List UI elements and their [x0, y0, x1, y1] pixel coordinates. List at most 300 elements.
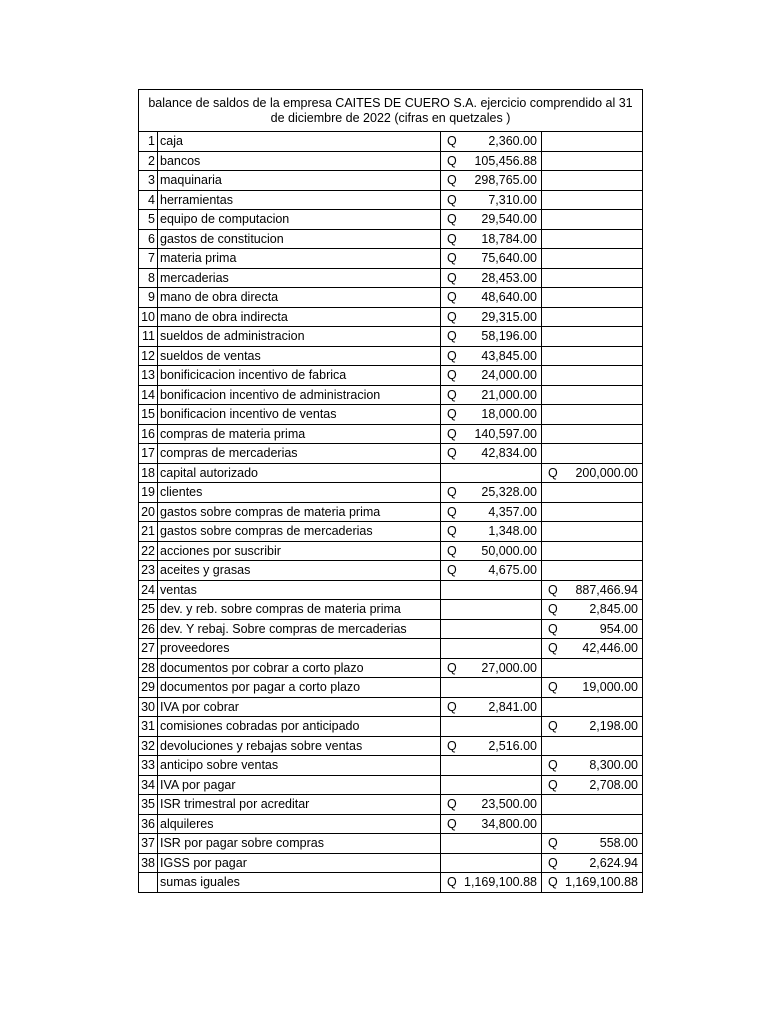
totals-row — [139, 873, 643, 893]
debit-value: 24,000.00 — [481, 368, 537, 383]
account-name: comisiones cobradas por anticipado — [158, 717, 441, 737]
debit-amount — [441, 230, 541, 248]
credit-amount — [542, 756, 642, 774]
table-row — [139, 717, 643, 737]
account-name: dev. Y rebaj. Sobre compras de mercaderias — [158, 619, 441, 639]
debit-amount — [441, 698, 541, 716]
row-number: 3 — [139, 171, 158, 191]
table-row — [139, 580, 643, 600]
table-row — [139, 541, 643, 561]
row-number: 28 — [139, 658, 158, 678]
credit-cell — [542, 444, 643, 464]
credit-amount — [542, 776, 642, 794]
currency-symbol: Q — [447, 134, 457, 149]
credit-cell — [542, 561, 643, 581]
table-row — [139, 366, 643, 386]
row-number: 29 — [139, 678, 158, 698]
debit-amount — [441, 795, 541, 813]
table-row — [139, 249, 643, 269]
account-name: IVA por cobrar — [158, 697, 441, 717]
debit-cell — [441, 580, 542, 600]
debit-value: 18,000.00 — [481, 407, 537, 422]
debit-cell — [441, 444, 542, 464]
currency-symbol: Q — [548, 621, 558, 636]
credit-amount — [542, 717, 642, 735]
row-number: 32 — [139, 736, 158, 756]
account-name: documentos por cobrar a corto plazo — [158, 658, 441, 678]
table-row — [139, 190, 643, 210]
credit-value: 887,466.94 — [575, 582, 638, 597]
currency-symbol: Q — [447, 875, 457, 890]
table-row — [139, 288, 643, 308]
credit-cell — [542, 288, 643, 308]
debit-value: 48,640.00 — [481, 290, 537, 305]
currency-symbol: Q — [548, 602, 558, 617]
credit-cell — [542, 678, 643, 698]
credit-cell — [542, 580, 643, 600]
row-number: 33 — [139, 756, 158, 776]
table-row — [139, 561, 643, 581]
debit-amount — [441, 171, 541, 189]
credit-cell — [542, 151, 643, 171]
credit-cell — [542, 639, 643, 659]
debit-cell — [441, 775, 542, 795]
currency-symbol: Q — [447, 212, 457, 227]
row-number: 13 — [139, 366, 158, 386]
table-row — [139, 405, 643, 425]
debit-amount — [441, 308, 541, 326]
currency-symbol: Q — [447, 407, 457, 422]
account-name: ventas — [158, 580, 441, 600]
row-number: 19 — [139, 483, 158, 503]
account-name: IVA por pagar — [158, 775, 441, 795]
table-row — [139, 346, 643, 366]
debit-value: 18,784.00 — [481, 231, 537, 246]
debit-value: 29,315.00 — [481, 309, 537, 324]
debit-value: 2,360.00 — [488, 134, 537, 149]
debit-amount — [441, 659, 541, 677]
currency-symbol: Q — [447, 543, 457, 558]
debit-amount — [441, 405, 541, 423]
debit-value: 1,348.00 — [488, 524, 537, 539]
credit-cell — [542, 483, 643, 503]
debit-cell — [441, 639, 542, 659]
debit-value: 75,640.00 — [481, 251, 537, 266]
debit-value: 43,845.00 — [481, 348, 537, 363]
currency-symbol: Q — [447, 309, 457, 324]
table-row — [139, 385, 643, 405]
credit-value: 558.00 — [599, 836, 638, 851]
row-number: 12 — [139, 346, 158, 366]
debit-value: 298,765.00 — [474, 173, 537, 188]
credit-value: 2,708.00 — [589, 777, 638, 792]
currency-symbol: Q — [447, 153, 457, 168]
credit-cell — [542, 697, 643, 717]
credit-amount — [542, 620, 642, 638]
credit-value: 200,000.00 — [575, 465, 638, 480]
currency-symbol: Q — [447, 660, 457, 675]
debit-value: 140,597.00 — [474, 426, 537, 441]
account-name: herramientas — [158, 190, 441, 210]
credit-cell — [542, 327, 643, 347]
account-name: mano de obra directa — [158, 288, 441, 308]
currency-symbol: Q — [447, 563, 457, 578]
debit-cell — [441, 424, 542, 444]
currency-symbol: Q — [447, 173, 457, 188]
credit-cell — [542, 756, 643, 776]
currency-symbol: Q — [447, 231, 457, 246]
currency-symbol: Q — [447, 524, 457, 539]
credit-cell — [542, 190, 643, 210]
currency-symbol: Q — [447, 368, 457, 383]
debit-cell — [441, 853, 542, 873]
currency-symbol: Q — [447, 270, 457, 285]
debit-value: 4,357.00 — [488, 504, 537, 519]
table-row — [139, 171, 643, 191]
row-number: 26 — [139, 619, 158, 639]
debit-amount — [441, 288, 541, 306]
account-name: mercaderias — [158, 268, 441, 288]
debit-cell — [441, 658, 542, 678]
debit-amount — [441, 425, 541, 443]
credit-value: 8,300.00 — [589, 758, 638, 773]
currency-symbol: Q — [548, 582, 558, 597]
debit-value: 2,841.00 — [488, 699, 537, 714]
currency-symbol: Q — [548, 641, 558, 656]
currency-symbol: Q — [447, 446, 457, 461]
table-row — [139, 307, 643, 327]
table-row — [139, 678, 643, 698]
credit-cell — [542, 814, 643, 834]
credit-cell — [542, 600, 643, 620]
row-number: 38 — [139, 853, 158, 873]
debit-amount — [441, 366, 541, 384]
debit-cell — [441, 522, 542, 542]
credit-amount — [542, 464, 642, 482]
credit-value: 954.00 — [599, 621, 638, 636]
debit-amount — [441, 561, 541, 579]
debit-cell — [441, 268, 542, 288]
balance-table-body — [139, 90, 643, 893]
debit-cell — [441, 483, 542, 503]
table-row — [139, 327, 643, 347]
table-row — [139, 444, 643, 464]
credit-cell — [542, 522, 643, 542]
credit-cell — [542, 385, 643, 405]
table-row — [139, 522, 643, 542]
credit-cell — [542, 795, 643, 815]
currency-symbol: Q — [548, 836, 558, 851]
row-number: 11 — [139, 327, 158, 347]
debit-amount — [441, 522, 541, 540]
currency-symbol: Q — [447, 251, 457, 266]
account-name: devoluciones y rebajas sobre ventas — [158, 736, 441, 756]
table-row — [139, 834, 643, 854]
debit-amount — [441, 503, 541, 521]
table-row — [139, 483, 643, 503]
credit-amount — [542, 600, 642, 618]
account-name: proveedores — [158, 639, 441, 659]
title-row — [139, 90, 643, 132]
debit-value: 27,000.00 — [481, 660, 537, 675]
currency-symbol: Q — [447, 329, 457, 344]
account-name: IGSS por pagar — [158, 853, 441, 873]
currency-symbol: Q — [548, 875, 558, 890]
account-name: gastos sobre compras de mercaderias — [158, 522, 441, 542]
credit-cell — [542, 268, 643, 288]
row-number: 1 — [139, 132, 158, 152]
account-name: compras de mercaderias — [158, 444, 441, 464]
credit-cell — [542, 463, 643, 483]
debit-value: 21,000.00 — [481, 387, 537, 402]
table-row — [139, 756, 643, 776]
debit-cell — [441, 366, 542, 386]
row-number: 7 — [139, 249, 158, 269]
row-number: 16 — [139, 424, 158, 444]
credit-amount — [542, 854, 642, 872]
account-name: equipo de computacion — [158, 210, 441, 230]
credit-cell — [542, 658, 643, 678]
currency-symbol: Q — [548, 465, 558, 480]
account-name: acciones por suscribir — [158, 541, 441, 561]
account-name: bonificacion incentivo de ventas — [158, 405, 441, 425]
currency-symbol: Q — [548, 758, 558, 773]
credit-cell — [542, 873, 643, 893]
table-row — [139, 463, 643, 483]
total-debit-amount — [441, 873, 541, 891]
currency-symbol: Q — [548, 777, 558, 792]
debit-value: 42,834.00 — [481, 446, 537, 461]
table-row — [139, 697, 643, 717]
account-name: ISR trimestral por acreditar — [158, 795, 441, 815]
row-number: 10 — [139, 307, 158, 327]
account-name: mano de obra indirecta — [158, 307, 441, 327]
currency-symbol: Q — [447, 348, 457, 363]
credit-value: 2,845.00 — [589, 602, 638, 617]
row-number: 27 — [139, 639, 158, 659]
currency-symbol: Q — [447, 387, 457, 402]
credit-cell — [542, 619, 643, 639]
row-number: 37 — [139, 834, 158, 854]
debit-value: 50,000.00 — [481, 543, 537, 558]
debit-amount — [441, 132, 541, 150]
row-number: 8 — [139, 268, 158, 288]
row-number: 2 — [139, 151, 158, 171]
currency-symbol: Q — [548, 680, 558, 695]
table-row — [139, 658, 643, 678]
account-name: dev. y reb. sobre compras de materia prima — [158, 600, 441, 620]
row-number: 5 — [139, 210, 158, 230]
debit-cell — [441, 385, 542, 405]
debit-cell — [441, 249, 542, 269]
debit-cell — [441, 288, 542, 308]
debit-amount — [441, 269, 541, 287]
account-name: anticipo sobre ventas — [158, 756, 441, 776]
credit-cell — [542, 736, 643, 756]
debit-amount — [441, 347, 541, 365]
account-name: compras de materia prima — [158, 424, 441, 444]
debit-cell — [441, 541, 542, 561]
row-number: 22 — [139, 541, 158, 561]
row-number: 14 — [139, 385, 158, 405]
account-name: gastos sobre compras de materia prima — [158, 502, 441, 522]
credit-cell — [542, 717, 643, 737]
account-name: ISR por pagar sobre compras — [158, 834, 441, 854]
row-number: 21 — [139, 522, 158, 542]
row-number: 15 — [139, 405, 158, 425]
account-name: gastos de constitucion — [158, 229, 441, 249]
currency-symbol: Q — [447, 816, 457, 831]
row-number: 35 — [139, 795, 158, 815]
debit-cell — [441, 307, 542, 327]
debit-amount — [441, 327, 541, 345]
currency-symbol: Q — [447, 192, 457, 207]
table-row — [139, 853, 643, 873]
debit-cell — [441, 151, 542, 171]
balance-table — [138, 89, 643, 893]
table-row — [139, 151, 643, 171]
credit-cell — [542, 132, 643, 152]
debit-cell — [441, 795, 542, 815]
table-row — [139, 775, 643, 795]
debit-amount — [441, 249, 541, 267]
total-debit-value: 1,169,100.88 — [464, 875, 537, 890]
debit-cell — [441, 132, 542, 152]
row-number: 36 — [139, 814, 158, 834]
debit-cell — [441, 190, 542, 210]
debit-cell — [441, 561, 542, 581]
account-name: documentos por pagar a corto plazo — [158, 678, 441, 698]
debit-cell — [441, 619, 542, 639]
credit-value: 2,198.00 — [589, 719, 638, 734]
account-name: caja — [158, 132, 441, 152]
row-number: 24 — [139, 580, 158, 600]
debit-cell — [441, 697, 542, 717]
account-name: capital autorizado — [158, 463, 441, 483]
debit-value: 58,196.00 — [481, 329, 537, 344]
row-number: 6 — [139, 229, 158, 249]
credit-amount — [542, 678, 642, 696]
credit-cell — [542, 541, 643, 561]
table-row — [139, 600, 643, 620]
debit-value: 23,500.00 — [481, 797, 537, 812]
row-number: 4 — [139, 190, 158, 210]
debit-amount — [441, 191, 541, 209]
row-number — [139, 873, 158, 893]
credit-amount — [542, 581, 642, 599]
table-row — [139, 132, 643, 152]
debit-cell — [441, 600, 542, 620]
table-row — [139, 814, 643, 834]
debit-cell — [441, 210, 542, 230]
currency-symbol: Q — [548, 855, 558, 870]
row-number: 30 — [139, 697, 158, 717]
account-name: alquileres — [158, 814, 441, 834]
debit-amount — [441, 737, 541, 755]
debit-cell — [441, 736, 542, 756]
credit-cell — [542, 775, 643, 795]
credit-amount — [542, 834, 642, 852]
debit-cell — [441, 171, 542, 191]
debit-value: 105,456.88 — [474, 153, 537, 168]
credit-cell — [542, 853, 643, 873]
debit-amount — [441, 152, 541, 170]
credit-cell — [542, 210, 643, 230]
table-title: balance de saldos de la empresa CAITES DE CUERO S.A. ejercicio comprendido al 31 de diciembre de 2022 (cifras en quetzales ) — [139, 90, 643, 132]
debit-cell — [441, 327, 542, 347]
table-row — [139, 229, 643, 249]
account-name: sueldos de ventas — [158, 346, 441, 366]
debit-value: 7,310.00 — [488, 192, 537, 207]
account-name: materia prima — [158, 249, 441, 269]
account-name: sueldos de administracion — [158, 327, 441, 347]
row-number: 9 — [139, 288, 158, 308]
row-number: 31 — [139, 717, 158, 737]
row-number: 18 — [139, 463, 158, 483]
currency-symbol: Q — [447, 738, 457, 753]
credit-amount — [542, 639, 642, 657]
currency-symbol: Q — [447, 797, 457, 812]
credit-cell — [542, 405, 643, 425]
credit-cell — [542, 171, 643, 191]
debit-amount — [441, 444, 541, 462]
debit-cell — [441, 502, 542, 522]
credit-cell — [542, 424, 643, 444]
table-row — [139, 736, 643, 756]
table-row — [139, 795, 643, 815]
account-name: bonificicacion incentivo de fabrica — [158, 366, 441, 386]
credit-cell — [542, 502, 643, 522]
table-row — [139, 619, 643, 639]
debit-value: 2,516.00 — [488, 738, 537, 753]
debit-cell — [441, 678, 542, 698]
total-credit-amount — [542, 873, 642, 891]
debit-value: 28,453.00 — [481, 270, 537, 285]
debit-cell — [441, 814, 542, 834]
credit-value: 2,624.94 — [589, 855, 638, 870]
table-row — [139, 210, 643, 230]
debit-cell — [441, 717, 542, 737]
currency-symbol: Q — [447, 504, 457, 519]
debit-cell — [441, 756, 542, 776]
debit-cell — [441, 229, 542, 249]
totals-label: sumas iguales — [158, 873, 441, 893]
table-row — [139, 502, 643, 522]
debit-value: 34,800.00 — [481, 816, 537, 831]
debit-cell — [441, 346, 542, 366]
table-row — [139, 424, 643, 444]
account-name: clientes — [158, 483, 441, 503]
credit-value: 42,446.00 — [582, 641, 638, 656]
account-name: bonificacion incentivo de administracion — [158, 385, 441, 405]
debit-amount — [441, 815, 541, 833]
total-credit-value: 1,169,100.88 — [565, 875, 638, 890]
debit-amount — [441, 386, 541, 404]
row-number: 20 — [139, 502, 158, 522]
currency-symbol: Q — [447, 290, 457, 305]
account-name: maquinaria — [158, 171, 441, 191]
debit-cell — [441, 873, 542, 893]
row-number: 23 — [139, 561, 158, 581]
debit-value: 29,540.00 — [481, 212, 537, 227]
table-row — [139, 639, 643, 659]
currency-symbol: Q — [548, 719, 558, 734]
credit-cell — [542, 307, 643, 327]
credit-cell — [542, 366, 643, 386]
debit-amount — [441, 542, 541, 560]
debit-cell — [441, 834, 542, 854]
row-number: 25 — [139, 600, 158, 620]
